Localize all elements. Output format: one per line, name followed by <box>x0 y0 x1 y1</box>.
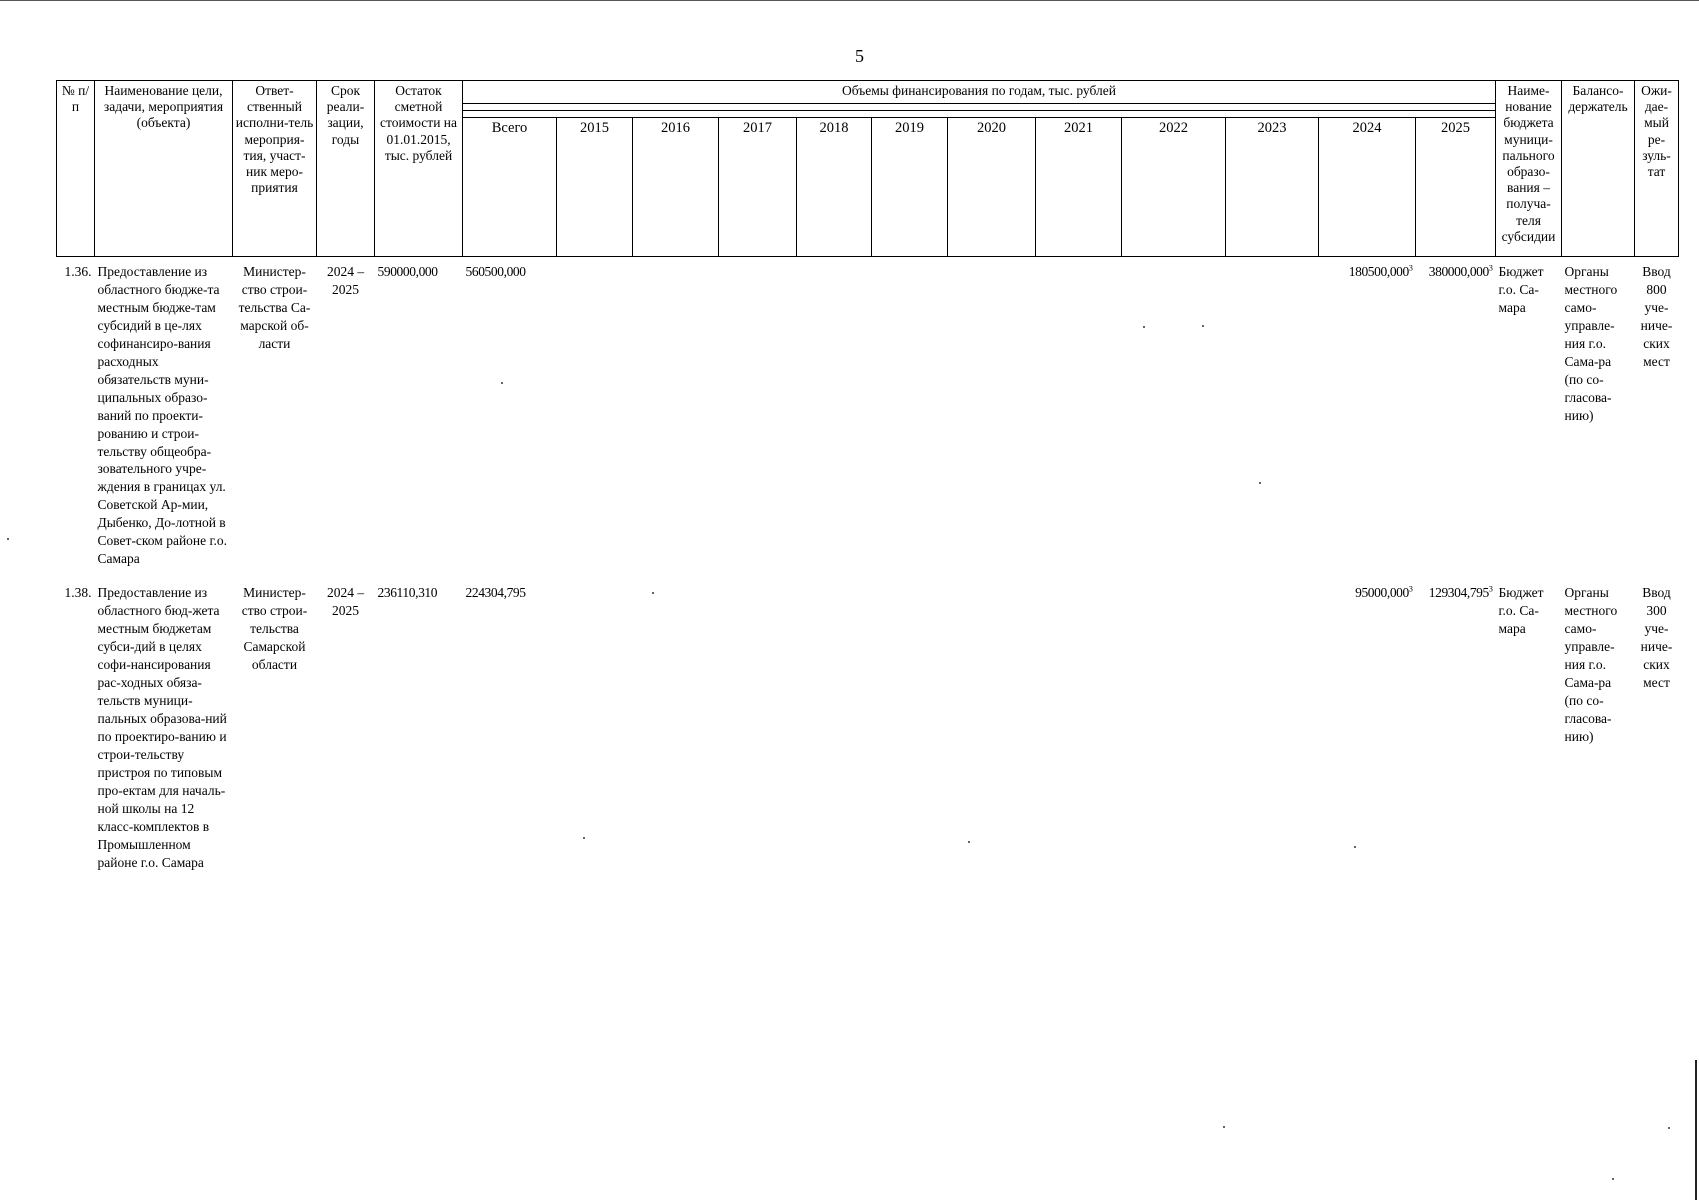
cell-2015 <box>557 570 633 873</box>
cell-2021 <box>1036 570 1122 873</box>
scan-speck <box>501 382 503 384</box>
cell-2018 <box>797 257 872 571</box>
cell-2019 <box>872 257 948 571</box>
value-text: 180500,000 <box>1348 264 1409 279</box>
footnote-mark: 3 <box>1408 584 1413 594</box>
scan-speck <box>652 592 654 594</box>
cell-2016 <box>633 257 719 571</box>
scan-speck <box>7 538 9 540</box>
cell-2023 <box>1226 257 1319 571</box>
scan-edge-line <box>1695 1060 1697 1200</box>
row-executor: Министер-ство строи-тельства Са-марской об-ласти <box>238 264 311 351</box>
header-separator <box>463 111 1496 118</box>
col-year-header: 2016 <box>633 118 719 257</box>
page-number: 5 <box>855 46 864 66</box>
scan-speck <box>1143 326 1145 328</box>
row-number: 1.38. <box>64 585 92 601</box>
row-balance: 590000,000 <box>377 264 438 279</box>
col-executor-header: Ответ-ственный исполни-тель мероприя-тия, участ-ник меро-приятия <box>233 81 317 257</box>
col-year-header: 2023 <box>1226 118 1319 257</box>
row-term: 2024 – 2025 <box>326 264 365 297</box>
footnote-mark: 3 <box>1488 263 1493 273</box>
row-executor: Министер-ство строи-тельства Самарской области <box>241 585 308 673</box>
row-result: Ввод 800 уче-ниче-ских мест <box>1640 264 1673 369</box>
col-budget-header: Наиме-нование бюджета муници-пального образо-вания – получа-теля субсидии <box>1496 81 1562 257</box>
table-row <box>57 257 1679 571</box>
cell-2019 <box>872 570 948 873</box>
value-text: 95000,000 <box>1355 585 1409 601</box>
col-total-header: Всего <box>463 118 557 257</box>
funding-group-header: Объемы финансирования по годам, тыс. рублей <box>463 81 1496 104</box>
scan-speck <box>583 837 585 839</box>
col-balance-header: Остаток сметной стоимости на 01.01.2015, тыс. рублей <box>375 81 463 257</box>
scan-speck <box>1612 1178 1614 1180</box>
row-balance: 236110,310 <box>377 585 438 601</box>
cell-2018 <box>797 570 872 873</box>
col-year-header: 2025 <box>1416 118 1496 257</box>
footnote-mark: 3 <box>1488 584 1493 594</box>
row-term: 2024 – 2025 <box>326 585 365 619</box>
row-budget: Бюджет г.о. Са-мара <box>1498 585 1544 637</box>
row-2025-value <box>1416 570 1496 873</box>
col-year-header: 2019 <box>872 118 948 257</box>
cell-2017 <box>719 257 797 571</box>
col-term-header: Срок реали-зации, годы <box>317 81 375 257</box>
row-2025-value <box>1416 257 1496 571</box>
row-name: Предоставление из областного бюд-жета местным бюджетам субси-дий в целях софи-нансирования рас-ходных обяза-тельств муници-пальных образова-ний по проектиро-ванию и строи-тельству пристроя по типовым про-ектам для началь-ной школы на 12 класс-комплектов в Промышленном районе г.о. Самара <box>97 585 227 870</box>
row-holder: Органы местного само-управле-ния г.о. Сама-ра (по со-гласова-нию) <box>1564 264 1618 423</box>
col-year-header: 2021 <box>1036 118 1122 257</box>
col-year-header: 2024 <box>1319 118 1416 257</box>
row-2024-value <box>1319 257 1416 571</box>
row-number: 1.36. <box>64 264 92 279</box>
row-result: Ввод 300 уче-ниче-ских мест <box>1640 585 1673 690</box>
header-separator <box>463 104 1496 111</box>
footnote-mark: 3 <box>1408 263 1413 273</box>
cell-2023 <box>1226 570 1319 873</box>
row-total: 560500,000 <box>465 264 526 279</box>
scan-speck <box>968 841 970 843</box>
value-text: 129304,795 <box>1428 585 1489 601</box>
col-result-header: Ожи-дае-мый ре-зуль-тат <box>1635 81 1679 257</box>
col-year-header: 2017 <box>719 118 797 257</box>
cell-2022 <box>1122 257 1226 571</box>
col-name-header: Наименование цели, задачи, мероприятия (объекта) <box>95 81 233 257</box>
scan-speck <box>1223 1126 1225 1128</box>
cell-2015 <box>557 257 633 571</box>
row-name: Предоставление из областного бюдже-та местным бюдже-там субсидий в це-лях софинансиро-вания расходных обязательств муни-ципальных образо-ваний по проекти-рованию и строи-тельству общеобра-зовательного учре-ждения в границах ул. Советской Ар-мии, Дыбенко, До-лотной в Совет-ском районе г.о. Самара <box>97 264 228 567</box>
value-text: 380000,000 <box>1428 264 1489 279</box>
financing-table <box>56 80 1679 873</box>
scan-speck <box>1668 1127 1670 1129</box>
scan-speck <box>1354 846 1356 848</box>
cell-2020 <box>948 257 1036 571</box>
row-budget: Бюджет г.о. Са-мара <box>1498 264 1544 315</box>
table-row <box>57 570 1679 873</box>
cell-2016 <box>633 570 719 873</box>
row-holder: Органы местного само-управле-ния г.о. Сама-ра (по со-гласова-нию) <box>1564 585 1618 744</box>
cell-2020 <box>948 570 1036 873</box>
cell-2017 <box>719 570 797 873</box>
col-year-header: 2015 <box>557 118 633 257</box>
col-year-header: 2018 <box>797 118 872 257</box>
row-2024-value <box>1319 570 1416 873</box>
col-holder-header: Балансо-держатель <box>1562 81 1635 257</box>
col-year-header: 2022 <box>1122 118 1226 257</box>
cell-2021 <box>1036 257 1122 571</box>
row-total: 224304,795 <box>465 585 526 601</box>
col-num-header: № п/п <box>57 81 95 257</box>
scan-speck <box>1202 325 1204 327</box>
col-year-header: 2020 <box>948 118 1036 257</box>
cell-2022 <box>1122 570 1226 873</box>
scan-speck <box>1259 482 1261 484</box>
page-top-border <box>0 0 1699 1</box>
